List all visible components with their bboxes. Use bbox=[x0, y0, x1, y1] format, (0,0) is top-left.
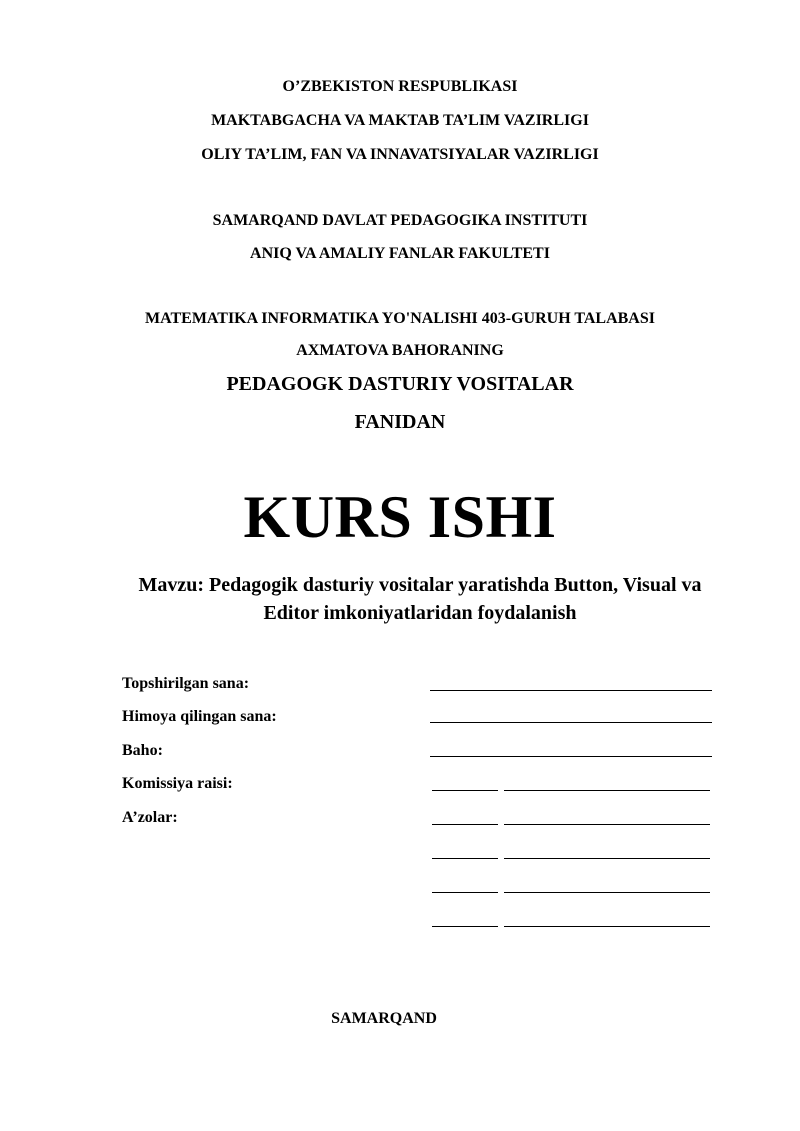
commission-chair-name-line bbox=[504, 790, 710, 791]
institute-name: SAMARQAND DAVLAT PEDAGOGIKA INSTITUTI bbox=[212, 212, 588, 229]
member-4-signature-line bbox=[432, 926, 498, 927]
member-3-signature-line bbox=[432, 892, 498, 893]
subject-name: PEDAGOGK DASTURIY VOSITALAR bbox=[226, 373, 574, 395]
member-2-name-line bbox=[504, 858, 710, 859]
submitted-date-line bbox=[430, 690, 712, 691]
student-name: AXMATOVA BAHORANING bbox=[296, 342, 504, 359]
student-group-line: MATEMATIKA INFORMATIKA YO'NALISHI 403-GURUH TALABASI bbox=[145, 310, 655, 327]
subject-suffix: FANIDAN bbox=[354, 411, 446, 433]
members-label: A’zolar: bbox=[122, 809, 178, 826]
faculty-name: ANIQ VA AMALIY FANLAR FAKULTETI bbox=[250, 245, 550, 262]
header-republic: O’ZBEKISTON RESPUBLIKASI bbox=[282, 78, 518, 95]
footer-city: SAMARQAND bbox=[331, 1010, 437, 1027]
member-3-name-line bbox=[504, 892, 710, 893]
member-4-name-line bbox=[504, 926, 710, 927]
defended-date-label: Himoya qilingan sana: bbox=[122, 708, 277, 725]
topic-line-1: Mavzu: Pedagogik dasturiy vositalar yaratishda Button, Visual va bbox=[138, 574, 702, 596]
header-ministry-higher-ed: OLIY TA’LIM, FAN VA INNAVATSIYALAR VAZIRLIGI bbox=[201, 146, 599, 163]
commission-chair-signature-line bbox=[432, 790, 498, 791]
member-1-name-line bbox=[504, 824, 710, 825]
topic-line-2: Editor imkoniyatlaridan foydalanish bbox=[263, 602, 577, 624]
member-2-signature-line bbox=[432, 858, 498, 859]
topic-block bbox=[80, 571, 760, 627]
submitted-date-label: Topshirilgan sana: bbox=[122, 675, 250, 692]
grade-label: Baho: bbox=[122, 742, 163, 759]
grade-line bbox=[430, 756, 712, 757]
header-ministry-preschool: MAKTABGACHA VA MAKTAB TA’LIM VAZIRLIGI bbox=[211, 112, 589, 129]
member-1-signature-line bbox=[432, 824, 498, 825]
document-title: KURS ISHI bbox=[243, 484, 557, 550]
defended-date-line bbox=[430, 722, 712, 723]
commission-chair-label: Komissiya raisi: bbox=[122, 775, 233, 792]
